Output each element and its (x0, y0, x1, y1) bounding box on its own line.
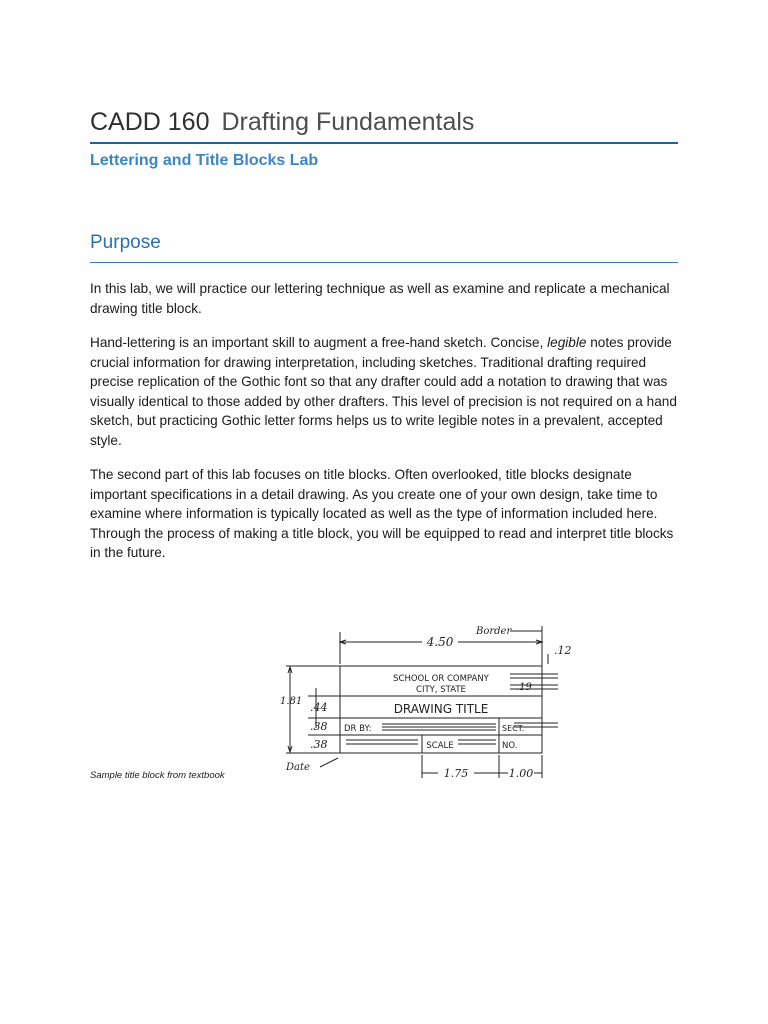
figure-caption: Sample title block from textbook (90, 770, 225, 781)
no-label: NO. (502, 741, 518, 751)
course-name: Drafting Fundamentals (221, 108, 475, 136)
document-title (90, 108, 474, 137)
dim-border: Border (476, 626, 512, 637)
dim-scale-width: 1.75 (443, 767, 469, 780)
purpose-paragraph-2 (90, 333, 680, 450)
paragraph-2-text-end: notes provide crucial information for drawing interpretation, including sketches. Traditional drafting required precise replication of the Gothic font so that any drafter could add a notation to drawing that was visually identical to those added by other drafters. This level of precision is not required on a hand sketch, but practicing Gothic letter forms helps us to write legible notes in a prevalent, accepted style. (90, 335, 677, 448)
purpose-divider (90, 262, 678, 263)
dim-row-a: .38 (310, 720, 328, 733)
purpose-paragraph-1: In this lab, we will practice our lettering technique as well as examine and replicate a mechanical drawing title block. (90, 281, 670, 316)
sect-label: SECT. (502, 724, 525, 733)
school-label: SCHOOL OR COMPANY (393, 674, 489, 684)
dim-height: 1.81 (280, 696, 303, 707)
dim-title-row: .44 (310, 701, 328, 714)
dim-text-height: .19 (516, 682, 532, 693)
paragraph-2-text-start: Hand-lettering is an important skill to augment a free-hand sketch. Concise, (90, 335, 548, 350)
title-divider (90, 142, 678, 144)
course-code: CADD 160 (90, 108, 210, 136)
lab-subtitle: Lettering and Title Blocks Lab (90, 152, 319, 169)
purpose-paragraph-3: The second part of this lab focuses on title blocks. Often overlooked, title blocks designate important specifications in a detail drawing. As you create one of your own design, take time to examine where information is typically located as well as the type of information included here. Through the process of making a title block, you will be equipped to read and interpret title blocks in the future. (90, 467, 674, 560)
drawn-by-label: DR BY: (344, 724, 372, 734)
drawing-title-label: DRAWING TITLE (393, 702, 489, 716)
purpose-heading: Purpose (90, 232, 161, 253)
dim-date: Date (286, 762, 310, 773)
title-block-figure (278, 618, 578, 784)
title-block-drawing (278, 618, 578, 784)
dim-row-b: .38 (310, 738, 328, 751)
dim-width: 4.50 (426, 635, 454, 649)
emphasis-legible: legible (547, 335, 587, 350)
dim-no-width: 1.00 (508, 767, 534, 780)
scale-label: SCALE (426, 741, 454, 751)
dim-border-offset: .12 (554, 644, 572, 657)
city-label: CITY, STATE (416, 685, 466, 695)
